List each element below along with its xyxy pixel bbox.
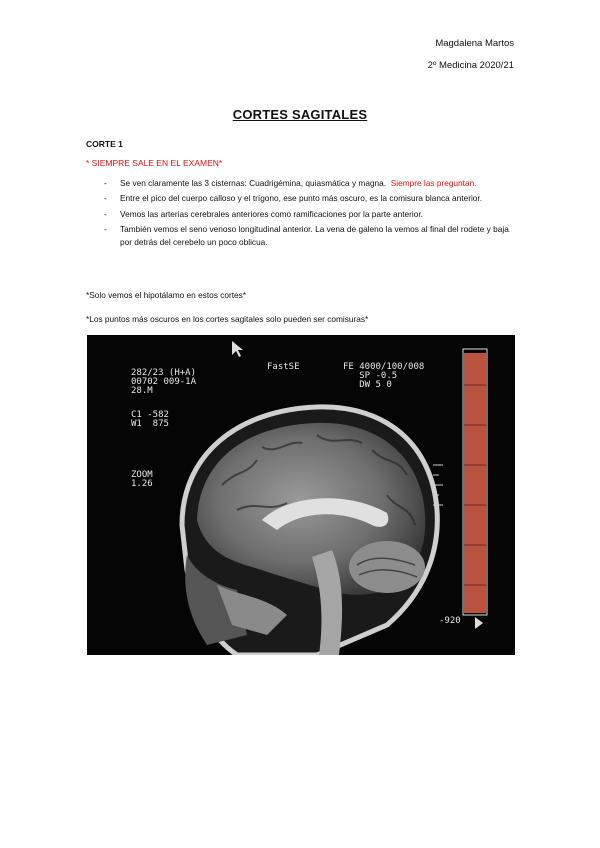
scan-overlay-patient: 282/23 (H+A) 00702 009-1A 28.M	[131, 368, 197, 396]
note-item: - Entre el pico del cuerpo calloso y el trígono, ese punto más oscuro, es la comisura blanca anterior.	[104, 193, 483, 204]
scan-overlay-zoom: ZOOM 1.26	[131, 470, 153, 489]
note-highlight: Siempre las preguntan.	[390, 178, 477, 188]
section-heading: CORTE 1	[86, 139, 123, 149]
note-text: Entre el pico del cuerpo calloso y el trígono, ese punto más oscuro, es la comisura blanca anterior.	[120, 193, 483, 204]
note-item: - Se ven claramente las 3 cisternas: Cuadrigémina, quiasmática y magna. Siempre las preguntan.	[104, 178, 477, 188]
note-commissures: *Los puntos más oscuros en los cortes sagitales solo pueden ser comisuras*	[86, 314, 369, 324]
note-text: Vemos las arterias cerebrales anteriores como ramificaciones por la parte anterior.	[120, 208, 423, 219]
mri-scan-image	[87, 335, 515, 655]
note-text: También vemos el seno venoso longitudinal anterior. La vena de galeno la vemos al final del rodete y baja por detrás del cerebelo un poco oblicua.	[120, 224, 509, 247]
scan-overlay-params: FE 4000/100/008 SP -0.5 DW 5 0	[343, 362, 425, 390]
author-name: Magdalena Martos	[435, 38, 514, 49]
scan-overlay-position: -920	[439, 616, 461, 626]
scan-overlay-sequence: FastSE	[267, 362, 300, 372]
scan-overlay-window: C1 -582 W1 875	[131, 410, 169, 429]
note-hypothalamus: *Solo vemos el hipotálamo en estos cortes*	[86, 290, 247, 300]
note-item: - Vemos las arterias cerebrales anteriores como ramificaciones por la parte anterior.	[104, 208, 423, 219]
note-item: - También vemos el seno venoso longitudinal anterior. La vena de galeno la vemos al final del rodete y baja por detrás del cerebelo un poco oblicua.	[104, 224, 509, 247]
notes-list	[104, 177, 514, 251]
exam-alert: * SIEMPRE SALE EN EL EXAMEN*	[86, 158, 223, 168]
page-title: CORTES SAGITALES	[232, 107, 368, 122]
course-label: 2º Medicina 2020/21	[427, 60, 514, 71]
note-text: Se ven claramente las 3 cisternas: Cuadrigémina, quiasmática y magna.	[120, 178, 387, 188]
